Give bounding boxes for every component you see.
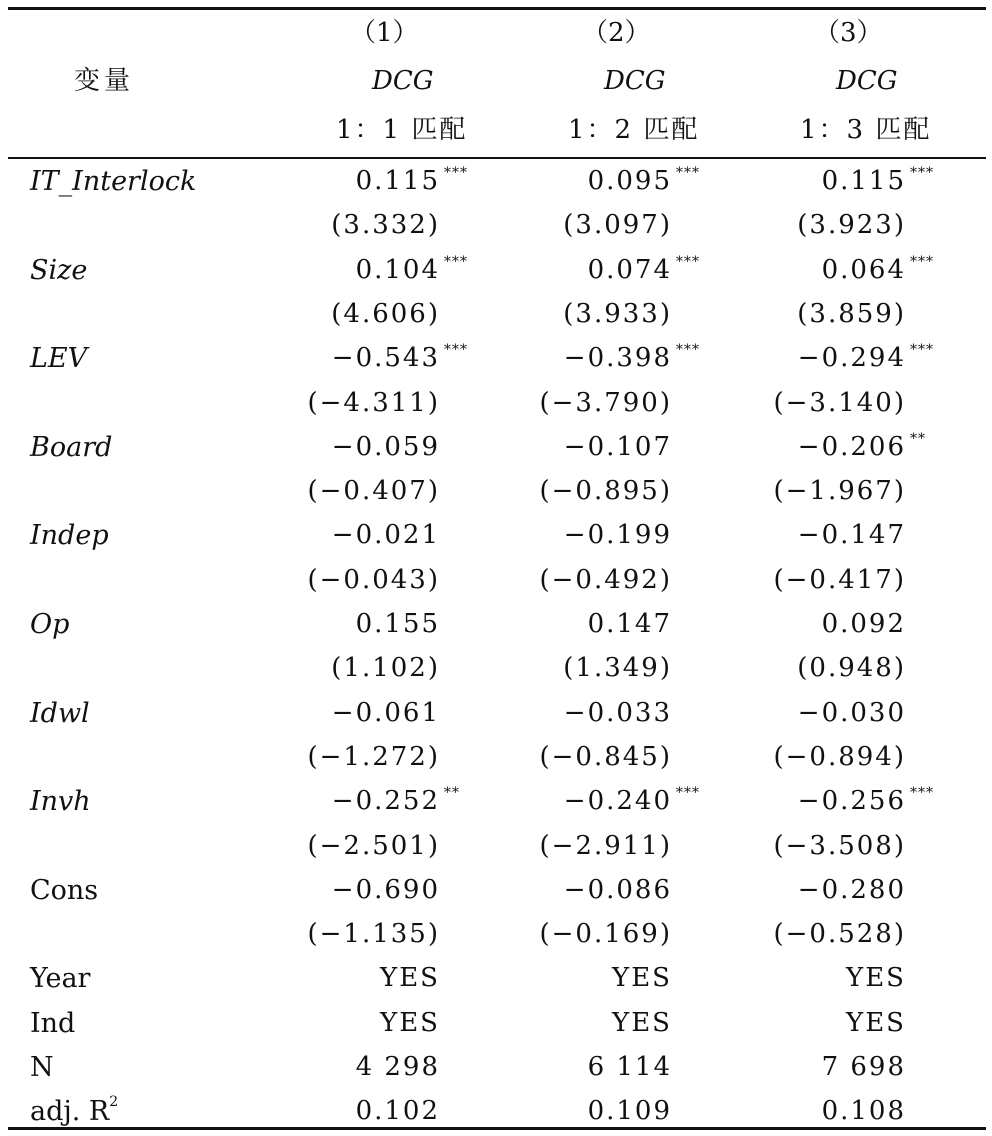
coef-value: −0.033 — [563, 697, 672, 728]
coef-value: −0.086 — [563, 874, 672, 905]
coef-idwl-col3 — [746, 697, 906, 728]
footer-label-text: Ind — [30, 1007, 76, 1039]
column-3-depvar: DCG — [836, 66, 898, 96]
footer-value-year-col1: YES — [380, 963, 440, 994]
t-stat-indep-col2: (−0.492) — [539, 564, 672, 595]
footer-value-adj-r-col2: 0.109 — [587, 1096, 672, 1127]
t-stat-board-col2: (−0.895) — [539, 476, 672, 507]
significance-stars: *** — [910, 253, 934, 270]
coef-value: −0.059 — [331, 431, 440, 462]
row-label-it-interlock: IT_Interlock — [30, 166, 197, 197]
significance-stars: *** — [676, 165, 700, 181]
footer-value-n-col1: 4 298 — [355, 1052, 440, 1082]
coef-board-col2 — [512, 431, 672, 462]
coef-cons-col1 — [280, 874, 440, 905]
coef-value: 0.115 — [355, 166, 440, 196]
t-stat-idwl-col3: (−0.894) — [773, 741, 906, 772]
coef-op-col3 — [746, 611, 906, 637]
footer-label-year — [30, 963, 91, 995]
coef-lev-col2 — [512, 342, 700, 374]
coef-size-col1 — [280, 253, 468, 285]
significance-stars: *** — [676, 342, 700, 359]
coef-value: −0.199 — [563, 520, 672, 551]
column-2-matching: 1：2 匹配 — [568, 115, 700, 145]
t-stat-op-col1: (1.102) — [331, 653, 440, 684]
row-label-indep: Indep — [30, 520, 109, 552]
column-1-matching: 1：1 匹配 — [336, 115, 468, 145]
coef-value: 0.095 — [587, 166, 672, 196]
t-stat-indep-col1: (−0.043) — [307, 564, 440, 595]
footer-label-ind — [30, 1007, 76, 1039]
coef-invh-col3 — [746, 785, 934, 817]
coef-op-col2 — [512, 611, 672, 637]
t-stat-board-col3: (−1.967) — [773, 476, 906, 507]
significance-stars: *** — [444, 165, 468, 181]
footer-value-ind-col2: YES — [612, 1007, 672, 1038]
t-stat-size-col3: (3.859) — [797, 298, 906, 329]
t-stat-it-interlock-col2: (3.097) — [563, 210, 672, 241]
coef-value: −0.543 — [331, 343, 440, 374]
coef-value: −0.252 — [331, 786, 440, 817]
bottom-rule — [8, 1127, 986, 1130]
coef-value: −0.256 — [797, 786, 906, 817]
significance-stars: *** — [910, 342, 934, 359]
footer-value-ind-col3: YES — [846, 1007, 906, 1038]
row-label-cons: Cons — [30, 874, 99, 906]
coef-value: −0.030 — [797, 697, 906, 728]
t-stat-op-col3: (0.948) — [797, 653, 906, 684]
column-3-matching: 1：3 匹配 — [800, 115, 932, 145]
t-stat-cons-col2: (−0.169) — [539, 919, 672, 950]
t-stat-it-interlock-col1: (3.332) — [331, 210, 440, 241]
coef-value: −0.061 — [331, 697, 440, 728]
coef-value: 0.074 — [587, 254, 672, 285]
column-2-depvar: DCG — [604, 66, 666, 96]
coef-value: −0.690 — [331, 874, 440, 905]
row-label-invh: Invh — [30, 786, 91, 818]
footer-label-text: N — [30, 1052, 54, 1083]
footer-value-year-col3: YES — [846, 963, 906, 994]
coef-value: −0.147 — [797, 520, 906, 551]
coef-value: −0.240 — [563, 786, 672, 817]
t-stat-lev-col2: (−3.790) — [539, 387, 672, 418]
significance-stars: *** — [676, 785, 700, 802]
footer-value-adj-r-col3: 0.108 — [821, 1096, 906, 1127]
significance-stars: *** — [444, 342, 468, 359]
column-1-depvar: DCG — [372, 66, 434, 96]
coef-value: 0.064 — [821, 254, 906, 285]
coef-value: 0.115 — [821, 166, 906, 196]
row-label-board: Board — [30, 431, 113, 463]
coef-value: −0.398 — [563, 343, 672, 374]
t-stat-op-col2: (1.349) — [563, 653, 672, 684]
t-stat-size-col1: (4.606) — [331, 298, 440, 329]
coef-idwl-col1 — [280, 697, 440, 728]
coef-cons-col2 — [512, 874, 672, 905]
t-stat-idwl-col1: (−1.272) — [307, 741, 440, 772]
row-label-op: Op — [30, 609, 70, 640]
coef-it-interlock-col1 — [280, 165, 468, 196]
coef-value: −0.107 — [563, 431, 672, 462]
t-stat-indep-col3: (−0.417) — [773, 564, 906, 595]
footer-label-adj-r — [30, 1094, 119, 1128]
t-stat-lev-col1: (−4.311) — [307, 387, 440, 418]
coef-it-interlock-col3 — [746, 165, 934, 196]
significance-stars: *** — [444, 253, 468, 270]
variable-header: 变量 — [74, 66, 135, 96]
significance-stars: ** — [444, 785, 460, 802]
footer-value-adj-r-col1: 0.102 — [355, 1096, 440, 1127]
coef-value: −0.021 — [331, 520, 440, 551]
t-stat-lev-col3: (−3.140) — [773, 387, 906, 418]
t-stat-it-interlock-col3: (3.923) — [797, 210, 906, 241]
significance-stars: ** — [910, 430, 926, 447]
superscript: 2 — [109, 1094, 119, 1111]
footer-value-ind-col1: YES — [380, 1007, 440, 1038]
coef-idwl-col2 — [512, 697, 672, 728]
footer-label-text: Year — [30, 963, 91, 995]
t-stat-board-col1: (−0.407) — [307, 476, 440, 507]
coef-size-col2 — [512, 253, 700, 285]
row-label-size: Size — [30, 254, 88, 286]
footer-value-n-col2: 6 114 — [587, 1052, 672, 1082]
coef-value: 0.147 — [587, 609, 672, 639]
significance-stars: *** — [910, 165, 934, 181]
coef-indep-col3 — [746, 520, 906, 551]
coef-invh-col1 — [280, 785, 460, 817]
coef-board-col1 — [280, 431, 440, 462]
column-3-index: （3） — [814, 18, 883, 48]
coef-lev-col3 — [746, 342, 934, 374]
t-stat-invh-col1: (−2.501) — [307, 830, 440, 861]
footer-label-n — [30, 1054, 54, 1081]
row-label-lev: LEV — [30, 343, 88, 375]
t-stat-invh-col3: (−3.508) — [773, 830, 906, 861]
footer-label-text: adj. R — [30, 1096, 110, 1128]
t-stat-size-col2: (3.933) — [563, 298, 672, 329]
coef-indep-col2 — [512, 520, 672, 551]
coef-value: −0.280 — [797, 874, 906, 905]
row-label-idwl: Idwl — [30, 697, 90, 729]
column-1-index: （1） — [350, 18, 419, 48]
coef-it-interlock-col2 — [512, 165, 700, 196]
coef-value: 0.104 — [355, 254, 440, 285]
coef-invh-col2 — [512, 785, 700, 817]
footer-value-n-col3: 7 698 — [821, 1052, 906, 1082]
significance-stars: *** — [676, 253, 700, 270]
significance-stars: *** — [910, 785, 934, 802]
coef-value: 0.155 — [355, 609, 440, 639]
coef-indep-col1 — [280, 520, 440, 551]
footer-value-year-col2: YES — [612, 963, 672, 994]
coef-value: 0.092 — [821, 609, 906, 639]
coef-value: −0.294 — [797, 343, 906, 374]
coef-lev-col1 — [280, 342, 468, 374]
column-2-index: （2） — [582, 18, 651, 48]
t-stat-idwl-col2: (−0.845) — [539, 741, 672, 772]
t-stat-cons-col3: (−0.528) — [773, 919, 906, 950]
coef-board-col3 — [746, 430, 926, 462]
t-stat-invh-col2: (−2.911) — [539, 830, 672, 861]
coef-size-col3 — [746, 253, 934, 285]
coef-op-col1 — [280, 611, 440, 637]
top-rule — [8, 7, 986, 10]
coef-cons-col3 — [746, 874, 906, 905]
header-rule — [8, 157, 986, 159]
coef-value: −0.206 — [797, 431, 906, 462]
t-stat-cons-col1: (−1.135) — [307, 919, 440, 950]
